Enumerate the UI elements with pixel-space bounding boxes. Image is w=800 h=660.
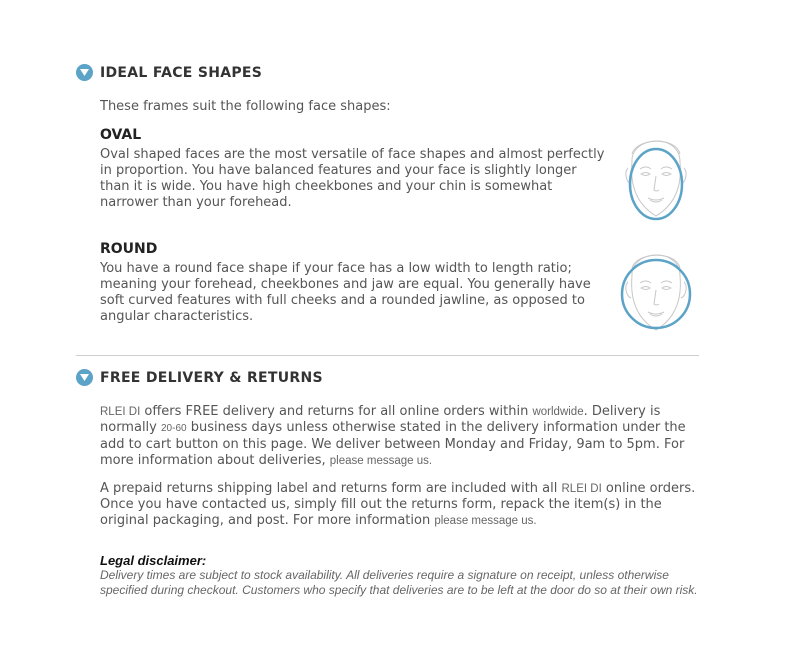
brand-name: RLEI DI bbox=[100, 406, 141, 418]
round-description: You have a round face shape if your face has a low width to length ratio; meaning your forehead, cheekbones and jaw are equal. You generally have soft curved features with full cheeks and a rounded jawline, as opposed to angular characteristics. bbox=[100, 261, 591, 324]
face-shapes-header[interactable] bbox=[76, 64, 262, 81]
delivery-text: offers FREE delivery and returns for all online orders within bbox=[140, 404, 533, 419]
delivery-days: 20-60 bbox=[161, 423, 187, 434]
face-shapes-title: IDEAL FACE SHAPES bbox=[100, 64, 263, 81]
round-face-icon bbox=[614, 238, 698, 338]
delivery-text: . Delivery is normally bbox=[100, 404, 661, 435]
oval-face-icon bbox=[614, 124, 698, 224]
delivery-text: business days unless otherwise stated in the delivery information under the add to cart button on this page. We deliver between Monday and Friday, 9am to 5pm. For more information about deliveries, bbox=[100, 420, 686, 468]
delivery-header[interactable] bbox=[76, 369, 323, 386]
delivery-paragraph bbox=[100, 404, 700, 469]
oval-title: OVAL bbox=[100, 127, 142, 143]
oval-description: Oval shaped faces are the most versatile of face shapes and almost perfectly in proportion. You have balanced features and your face is slightly longer than it is wide. You have high cheekbones and your chin is somewhat narrower than your forehead. bbox=[100, 147, 605, 210]
returns-text: A prepaid returns shipping label and returns form are included with all bbox=[100, 481, 562, 496]
brand-name: RLEI DI bbox=[561, 483, 602, 495]
legal-disclaimer-text: Delivery times are subject to stock availability. All deliveries require a signature on receipt, unless otherwise specified during checkout. Customers who specify that deliveries are to be left at the door do so at their own risk. bbox=[100, 568, 698, 597]
message-us-link[interactable]: please message us. bbox=[434, 515, 537, 527]
face-shapes-intro: These frames suit the following face shapes: bbox=[100, 99, 391, 114]
chevron-down-icon[interactable] bbox=[76, 369, 93, 386]
chevron-down-icon[interactable] bbox=[76, 64, 93, 81]
legal-disclaimer-title: Legal disclaimer: bbox=[100, 553, 207, 568]
returns-paragraph bbox=[100, 481, 700, 529]
round-title: ROUND bbox=[100, 241, 158, 257]
delivery-title: FREE DELIVERY & RETURNS bbox=[100, 369, 323, 386]
returns-text: online orders. Once you have contacted us, simply fill out the returns form, repack the item(s) in the original packaging, and post. For more information bbox=[100, 481, 696, 528]
delivery-region: worldwide bbox=[532, 406, 584, 418]
message-us-link[interactable]: please message us. bbox=[329, 455, 433, 467]
section-divider bbox=[76, 355, 699, 356]
